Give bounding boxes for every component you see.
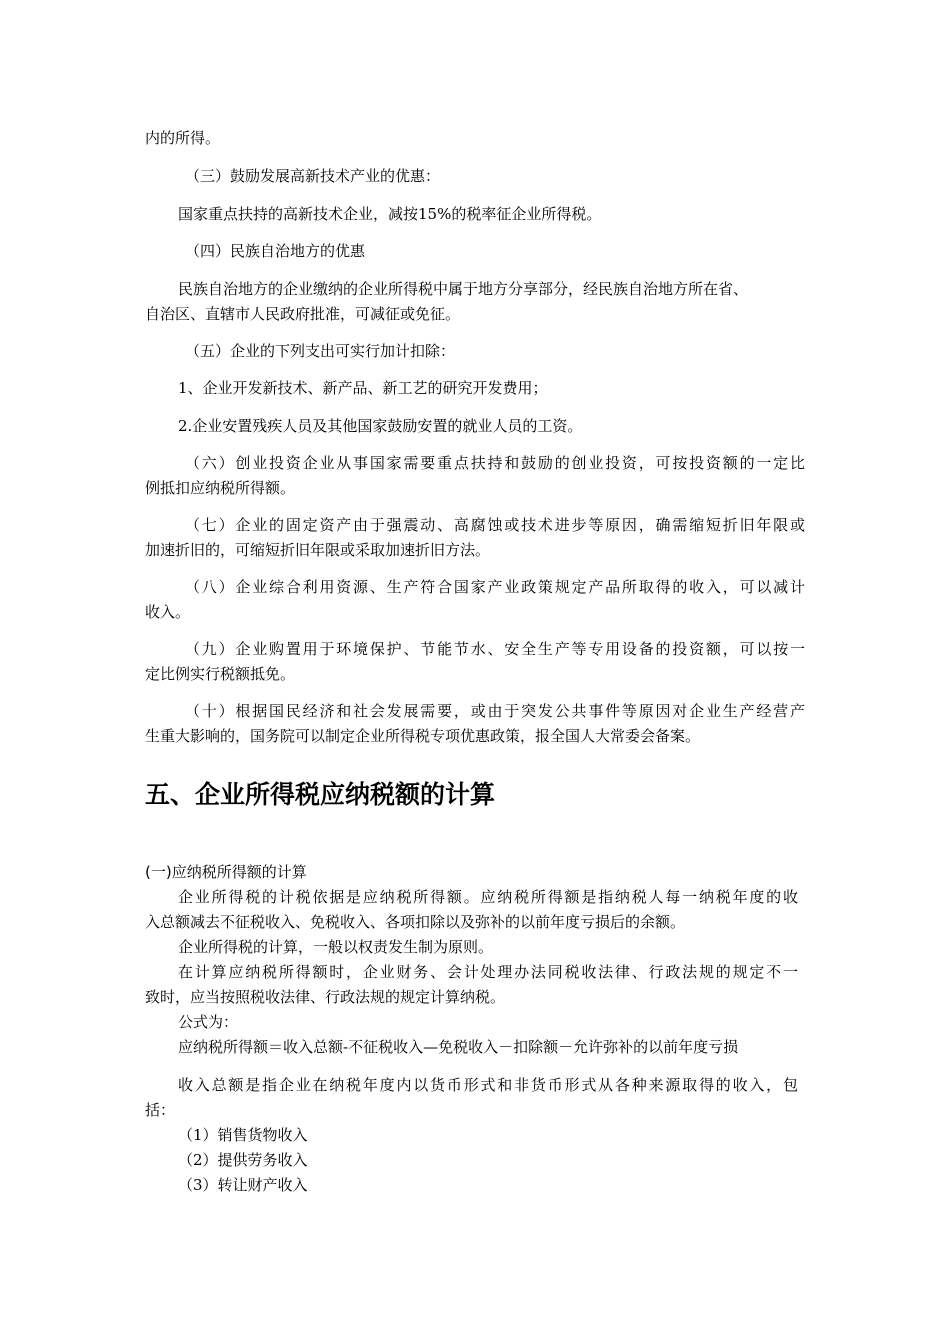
paragraph-line: （十）根据国民经济和社会发展需要，或由于突发公共事件等原因对企业生产经营产 <box>185 702 805 720</box>
paragraph-line: 入总额减去不征税收入、免税收入、各项扣除以及弥补的以前年度亏损后的余额。 <box>145 913 686 931</box>
formula-line: 应纳税所得额＝收入总额-不征税收入—免税收入－扣除额－允许弥补的以前年度亏损 <box>178 1038 739 1056</box>
paragraph-line: （三）鼓励发展高新技术产业的优惠： <box>185 167 441 185</box>
paragraph-line: 公式为： <box>178 1013 239 1031</box>
paragraph-line: 加速折旧的，可缩短折旧年限或采取加速折旧方法。 <box>145 541 491 559</box>
paragraph-line: 企业所得税的计税依据是应纳税所得额。应纳税所得额是指纳税人每一纳税年度的收 <box>178 888 798 906</box>
paragraph-line: 民族自治地方的企业缴纳的企业所得税中属于地方分享部分，经民族自治地方所在省、 <box>178 280 749 298</box>
list-item: （1）销售货物收入 <box>178 1126 308 1144</box>
paragraph-line: 收入总额是指企业在纳税年度内以货币形式和非货币形式从各种来源取得的收入，包 <box>178 1076 798 1094</box>
paragraph-line: （六）创业投资企业从事国家需要重点扶持和鼓励的创业投资，可按投资额的一定比 <box>185 454 805 472</box>
paragraph-line: 括： <box>145 1101 176 1119</box>
paragraph-line: 内的所得。 <box>145 129 221 147</box>
paragraph-line: （四）民族自治地方的优惠 <box>185 242 366 260</box>
list-item: （2）提供劳务收入 <box>178 1151 308 1169</box>
paragraph-line: （九）企业购置用于环境保护、节能节水、安全生产等专用设备的投资额，可以按一 <box>185 640 805 658</box>
paragraph-line: 定比例实行税额抵免。 <box>145 665 296 683</box>
paragraph-line: 自治区、直辖市人民政府批准，可减征或免征。 <box>145 305 461 323</box>
paragraph-line: （七）企业的固定资产由于强震动、高腐蚀或技术进步等原因，确需缩短折旧年限或 <box>185 516 805 534</box>
paragraph-line: 企业所得税的计算，一般以权责发生制为原则。 <box>178 938 494 956</box>
paragraph-line: （八）企业综合利用资源、生产符合国家产业政策规定产品所取得的收入，可以减计 <box>185 578 805 596</box>
section-heading: 五、企业所得税应纳税额的计算 <box>145 780 496 809</box>
paragraph-line: 1、企业开发新技术、新产品、新工艺的研究开发费用； <box>178 379 548 397</box>
paragraph-line: （五）企业的下列支出可实行加计扣除： <box>185 342 456 360</box>
paragraph-line: 在计算应纳税所得额时，企业财务、会计处理办法同税收法律、行政法规的规定不一 <box>178 963 798 981</box>
paragraph-line: 例抵扣应纳税所得额。 <box>145 479 296 497</box>
paragraph-line: 国家重点扶持的高新技术企业，减按15%的税率征企业所得税。 <box>178 205 602 223</box>
paragraph-line: 致时，应当按照税收法律、行政法规的规定计算纳税。 <box>145 988 506 1006</box>
paragraph-line: 2.企业安置残疾人员及其他国家鼓励安置的就业人员的工资。 <box>178 417 583 435</box>
paragraph-line: 收入。 <box>145 603 191 621</box>
sub-heading: (一)应纳税所得额的计算 <box>145 863 307 881</box>
paragraph-line: 生重大影响的，国务院可以制定企业所得税专项优惠政策，报全国人大常委会备案。 <box>145 727 701 745</box>
list-item: （3）转让财产收入 <box>178 1176 308 1194</box>
